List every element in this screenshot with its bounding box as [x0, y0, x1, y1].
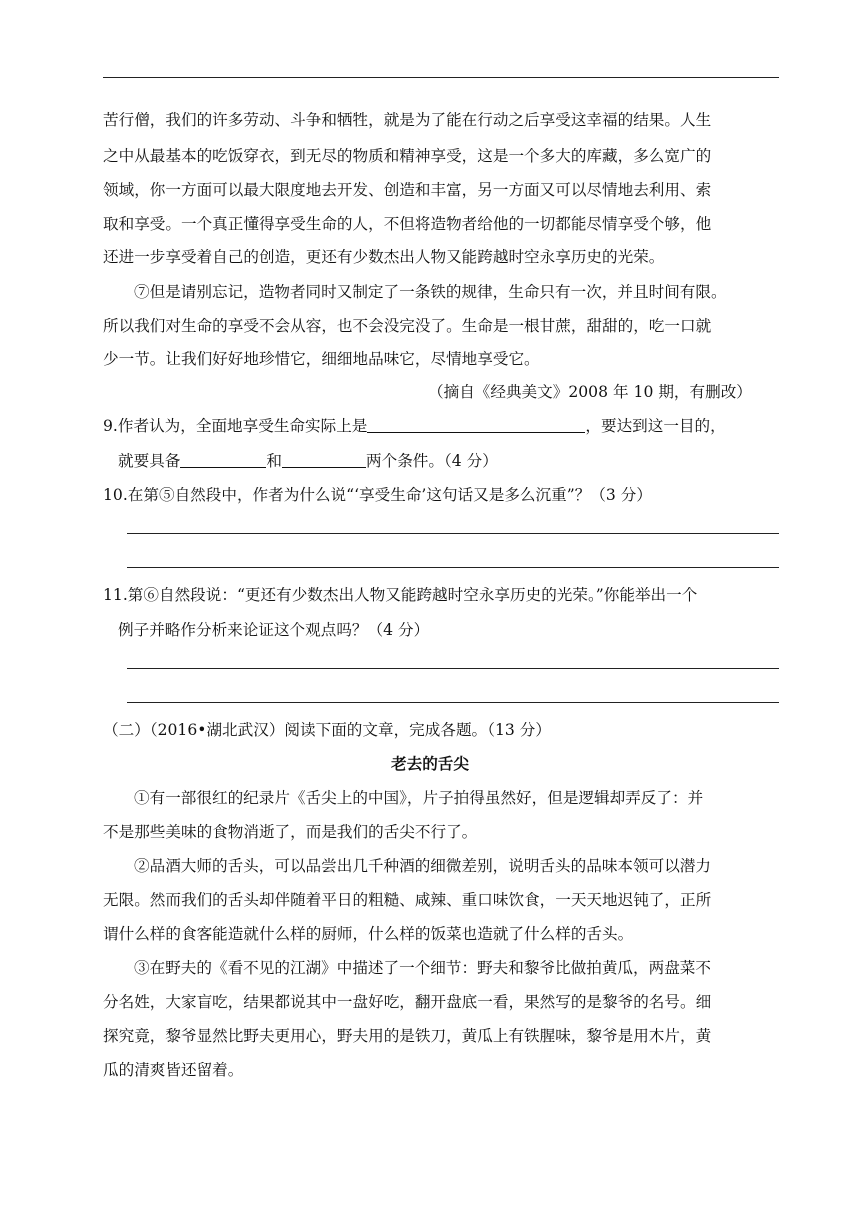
passage-line: 少一节。让我们好好地珍惜它，细细地品味它，尽情地享受它。 — [103, 350, 540, 368]
passage-line: 所以我们对生命的享受不会从容，也不会没完没了。生命是一根甘蔗，甜甜的，吃一口就 — [103, 317, 712, 335]
question-11-cont: 例子并略作分析来论证这个观点吗？（4 分） — [118, 621, 430, 639]
question-9: 9.作者认为，全面地享受生命实际上是 ，要达到这一目的， — [103, 417, 726, 435]
passage-line: 之中从最基本的吃饭穿衣，到无尽的物质和精神享受，这是一个多大的库藏，多么宽广的 — [103, 147, 712, 165]
article-line: 谓什么样的食客能造就什么样的厨师，什么样的饭菜也造就了什么样的舌头。 — [103, 925, 634, 943]
passage-line: 苦行僧，我们的许多劳动、斗争和牺牲，就是为了能在行动之后享受这幸福的结果。人生 — [103, 111, 712, 129]
header-rule — [103, 77, 779, 78]
answer-line-11b[interactable] — [127, 702, 779, 703]
answer-line-10b[interactable] — [127, 567, 779, 568]
passage-line: 领域，你一方面可以最大限度地去开发、创造和丰富，另一方面又可以尽情地去利用、索 — [103, 181, 712, 199]
article-title: 老去的舌尖 — [391, 755, 469, 773]
passage-line: 取和享受。一个真正懂得享受生命的人，不但将造物者给他的一切都能尽情享受个够，他 — [103, 215, 712, 233]
question-11: 11.第⑥自然段说：“更还有少数杰出人物又能跨越时空永享历史的光荣。”你能举出一个 — [103, 586, 698, 604]
answer-blank-9b[interactable] — [180, 452, 266, 468]
answer-line-11a[interactable] — [127, 668, 779, 669]
article-line: 不是那些美味的食物消逝了，而是我们的舌尖不行了。 — [103, 823, 478, 841]
answer-blank-9c[interactable] — [282, 452, 366, 468]
question-10: 10.在第⑤自然段中，作者为什么说“‘享受生命’这句话又是多么沉重”？（3 分） — [103, 486, 652, 504]
article-line: 分名姓，大家盲吃，结果都说其中一盘好吃，翻开盘底一看，果然写的是黎爷的名号。细 — [103, 993, 712, 1011]
article-line: 探究竟，黎爷显然比野夫更用心，野夫用的是铁刀，黄瓜上有铁腥味，黎爷是用木片，黄 — [103, 1027, 712, 1045]
passage-line: ⑦但是请别忘记，造物者同时又制定了一条铁的规律，生命只有一次，并且时间有限。 — [134, 283, 727, 301]
answer-line-10a[interactable] — [127, 533, 779, 534]
article-line: 瓜的清爽皆还留着。 — [103, 1061, 244, 1079]
passage-line: 还进一步享受着自己的创造，更还有少数杰出人物又能跨越时空永享历史的光荣。 — [103, 248, 665, 266]
article-line: ①有一部很红的纪录片《舌尖上的中国》，片子拍得虽然好，但是逻辑却弄反了：并 — [134, 789, 704, 807]
question-9-cont: 就要具备 和 两个条件。（4 分） — [118, 452, 498, 470]
source-citation: （摘自《经典美文》2008 年 10 期，有删改） — [428, 383, 752, 401]
section-heading: （二）（2016•湖北武汉）阅读下面的文章，完成各题。（13 分） — [103, 721, 551, 739]
article-line: 无限。然而我们的舌头却伴随着平日的粗糙、咸辣、重口味饮食，一天天地迟钝了，正所 — [103, 891, 712, 909]
answer-blank-9a[interactable] — [367, 417, 585, 433]
article-line: ③在野夫的《看不见的江湖》中描述了一个细节：野夫和黎爷比做拍黄瓜，两盘菜不 — [134, 959, 711, 977]
article-line: ②品酒大师的舌头，可以品尝出几千种酒的细微差别，说明舌头的品味本领可以潜力 — [134, 857, 711, 875]
